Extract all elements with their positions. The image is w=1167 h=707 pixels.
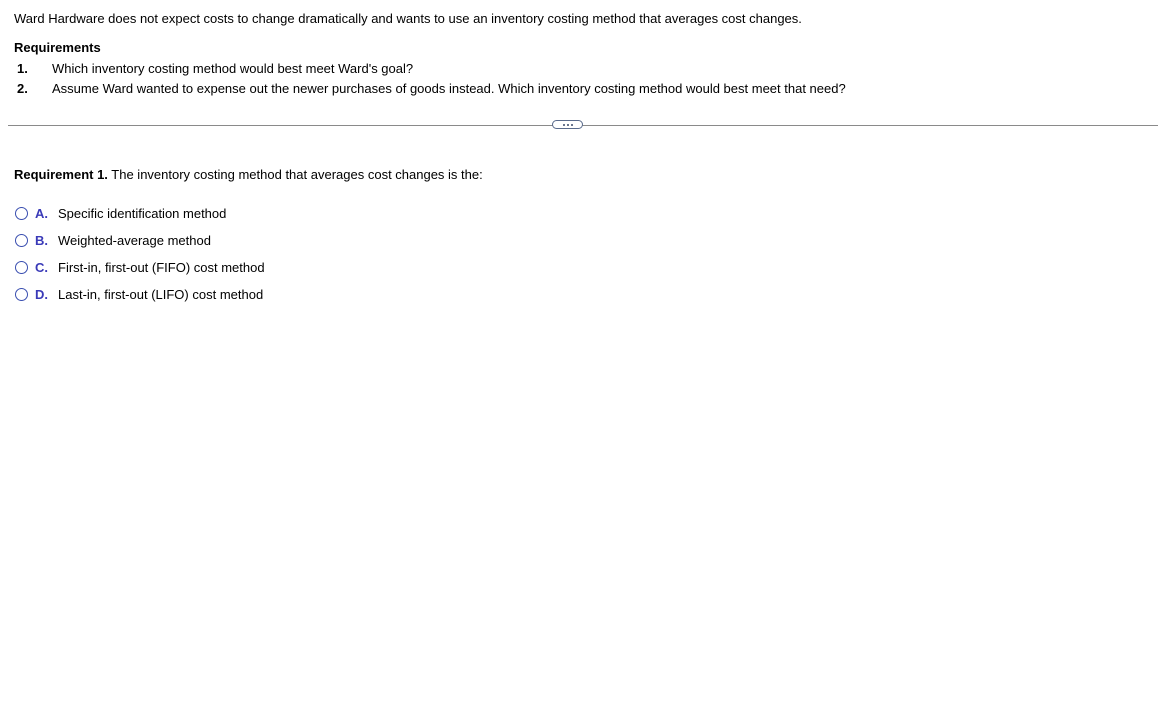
- option-letter: D.: [35, 287, 48, 302]
- option-letter: B.: [35, 233, 48, 248]
- ellipsis-icon: [567, 124, 569, 126]
- option-letter: C.: [35, 260, 48, 275]
- option-text[interactable]: Specific identification method: [58, 206, 227, 221]
- option-a[interactable]: [15, 200, 265, 227]
- question-label: Requirement 1.: [14, 167, 108, 182]
- requirement-text: Which inventory costing method would best meet Ward's goal?: [52, 60, 414, 76]
- requirement-number: 2.: [17, 80, 28, 96]
- ellipsis-icon: [571, 124, 573, 126]
- requirement-item-1: [17, 58, 846, 78]
- radio-button[interactable]: [15, 288, 28, 301]
- option-letter: A.: [35, 206, 48, 221]
- option-b[interactable]: [15, 227, 265, 254]
- requirements-heading: Requirements: [14, 40, 101, 55]
- answer-options: [15, 200, 265, 308]
- option-c[interactable]: [15, 254, 265, 281]
- option-text[interactable]: Last-in, first-out (LIFO) cost method: [58, 287, 264, 302]
- intro-text: Ward Hardware does not expect costs to change dramatically and wants to use an inventory costing method that averages cost changes.: [14, 11, 802, 26]
- expand-more-button[interactable]: [552, 120, 583, 129]
- option-text[interactable]: First-in, first-out (FIFO) cost method: [58, 260, 265, 275]
- option-d[interactable]: [15, 281, 265, 308]
- ellipsis-icon: [563, 124, 565, 126]
- requirement-item-2: [17, 78, 846, 98]
- requirements-list: [17, 58, 846, 98]
- question-prompt: [14, 167, 483, 182]
- radio-button[interactable]: [15, 261, 28, 274]
- question-text: The inventory costing method that averages cost changes is the:: [107, 167, 483, 182]
- option-text[interactable]: Weighted-average method: [58, 233, 211, 248]
- radio-button[interactable]: [15, 207, 28, 220]
- requirement-number: 1.: [17, 60, 28, 76]
- section-divider: [8, 125, 1158, 126]
- radio-button[interactable]: [15, 234, 28, 247]
- requirement-text: Assume Ward wanted to expense out the newer purchases of goods instead. Which inventory costing method would best meet that need?: [52, 80, 846, 96]
